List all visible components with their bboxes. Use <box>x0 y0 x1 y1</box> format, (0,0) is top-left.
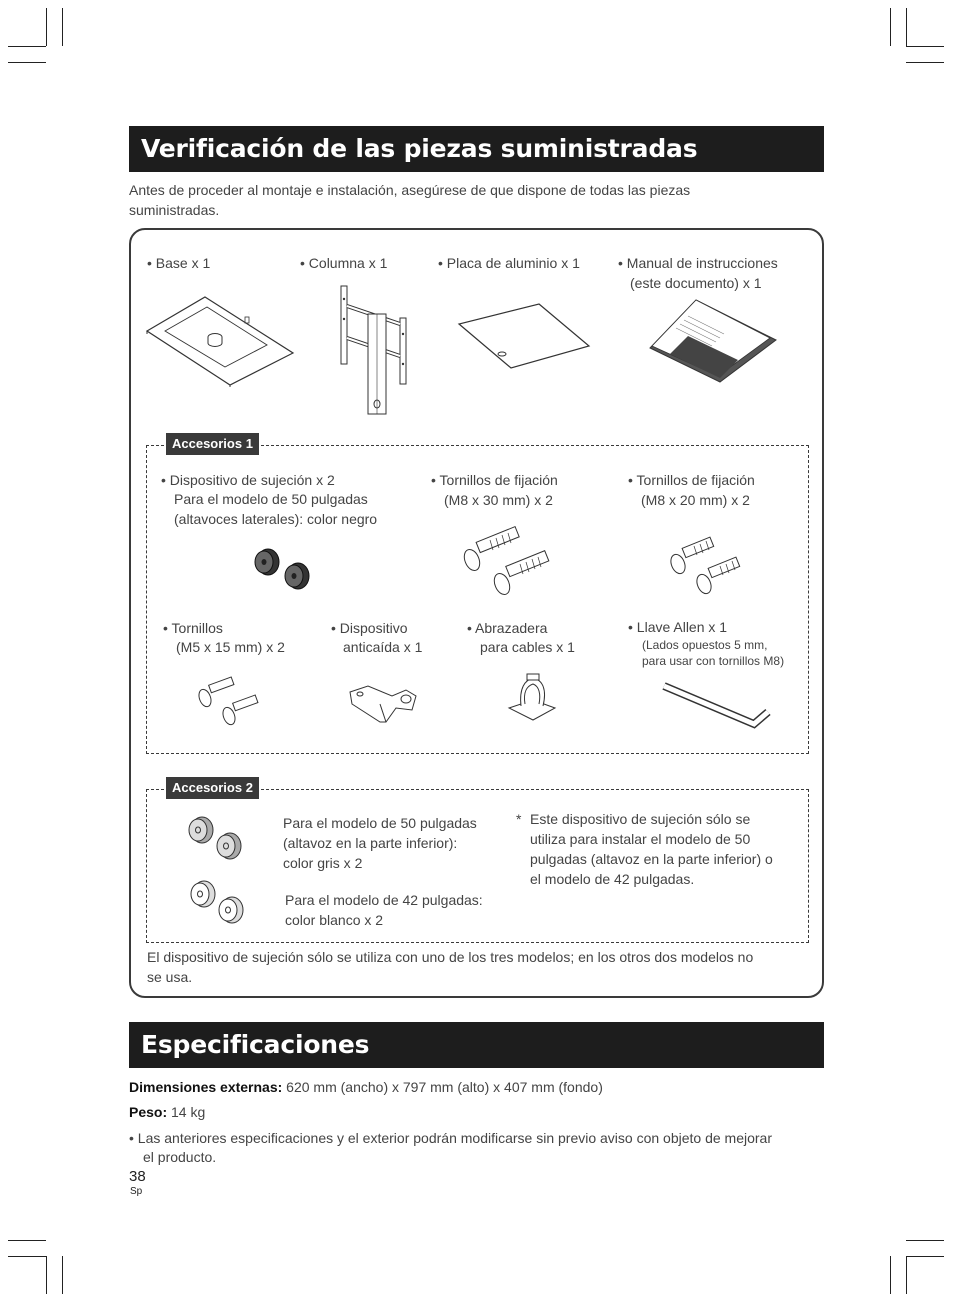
crop-mark <box>46 1256 47 1294</box>
llave-note-1: (Lados opuestos 5 mm, <box>642 638 768 652</box>
llave-label: • Llave Allen x 1 <box>628 619 728 635</box>
tornillos20-size: (M8 x 20 mm) x 2 <box>641 492 750 508</box>
tornillos30-label: • Tornillos de fijación <box>431 472 558 488</box>
anticaida-qty: anticaída x 1 <box>343 639 423 655</box>
spacer-gray-illustration <box>184 814 248 864</box>
blanco-line-1: Para el modelo de 42 pulgadas: <box>285 892 483 908</box>
gris-line-3: color gris x 2 <box>283 855 363 871</box>
crop-mark <box>906 1240 944 1241</box>
part-label-manual-sub: (este documento) x 1 <box>630 275 762 291</box>
crop-mark <box>8 1256 46 1257</box>
crop-mark <box>8 1240 46 1241</box>
note-line-1: Este dispositivo de sujeción sólo se <box>530 811 751 827</box>
crop-mark <box>890 1256 891 1294</box>
tornillos-m5-label: • Tornillos <box>163 620 223 636</box>
llave-note-2: para usar con tornillos M8) <box>642 654 785 668</box>
section-title-verificacion: Verificación de las piezas suministradas <box>129 126 824 172</box>
crop-mark <box>906 1256 944 1257</box>
spacer-black-illustration <box>252 544 318 594</box>
crop-mark <box>890 8 891 46</box>
crop-mark <box>62 8 63 46</box>
accesorios2-label: Accesorios 2 <box>166 777 259 799</box>
footnote-line-2: se usa. <box>147 969 193 985</box>
screws-m5-illustration <box>196 678 266 726</box>
sujecion-model: Para el modelo de 50 pulgadas <box>174 491 368 507</box>
anticaida-label: • Dispositivo <box>331 620 408 636</box>
abrazadera-illustration <box>505 672 559 724</box>
screws-m8x20-illustration <box>668 540 748 596</box>
crop-mark <box>906 8 907 46</box>
tornillos30-size: (M8 x 30 mm) x 2 <box>444 492 553 508</box>
spec-note-line-2: el producto. <box>143 1149 217 1165</box>
part-label-placa: • Placa de aluminio x 1 <box>438 255 580 271</box>
placa-illustration <box>457 302 591 370</box>
footnote-line-1: El dispositivo de sujeción sólo se utiliza con uno de los tres modelos; en los otros dos modelos no <box>147 949 754 965</box>
tornillos-m5-size: (M5 x 15 mm) x 2 <box>176 639 285 655</box>
intro-text: Antes de proceder al montaje e instalación, asegúrese de que dispone de todas las piezas suministradas. <box>129 182 691 218</box>
part-label-base: • Base x 1 <box>147 255 211 271</box>
part-label-columna: • Columna x 1 <box>300 255 388 271</box>
part-label-manual: • Manual de instrucciones <box>618 255 778 271</box>
note-line-3: pulgadas (altavoz en la parte inferior) o <box>530 851 773 867</box>
crop-mark <box>906 46 944 47</box>
spec-peso <box>129 1102 205 1122</box>
gris-line-1: Para el modelo de 50 pulgadas <box>283 815 477 831</box>
page-number: 38 <box>129 1168 146 1185</box>
note-asterisk: * <box>516 811 522 827</box>
note-line-4: el modelo de 42 pulgadas. <box>530 871 695 887</box>
spec-dimensiones-value: 620 mm (ancho) x 797 mm (alto) x 407 mm (fondo) <box>282 1079 603 1095</box>
allen-key-illustration <box>660 682 776 734</box>
spec-peso-value: 14 kg <box>167 1104 206 1120</box>
spec-dimensiones <box>129 1077 603 1097</box>
sujecion-label: • Dispositivo de sujeción x 2 <box>161 472 335 488</box>
spec-dimensiones-label: Dimensiones externas: <box>129 1079 283 1095</box>
base-illustration <box>145 295 295 387</box>
crop-mark <box>906 62 944 63</box>
crop-mark <box>8 62 46 63</box>
spec-note-line-1: • Las anteriores especificaciones y el exterior podrán modificarse sin previo aviso con objeto de mejorar <box>129 1130 773 1146</box>
accesorios1-label: Accesorios 1 <box>166 433 259 455</box>
crop-mark <box>8 46 46 47</box>
screws-m8x30-illustration <box>460 532 556 600</box>
crop-mark <box>906 1256 907 1294</box>
spec-peso-label: Peso: <box>129 1104 168 1120</box>
blanco-line-2: color blanco x 2 <box>285 912 384 928</box>
manual-illustration <box>648 298 778 384</box>
abrazadera-qty: para cables x 1 <box>480 639 575 655</box>
gris-line-2: (altavoz en la parte inferior): <box>283 835 458 851</box>
note-line-2: utiliza para instalar el modelo de 50 <box>530 831 751 847</box>
section-title-especificaciones: Especificaciones <box>129 1022 824 1068</box>
spacer-white-illustration <box>186 878 250 928</box>
crop-mark <box>62 1256 63 1294</box>
columna-illustration <box>338 284 410 416</box>
abrazadera-label: • Abrazadera <box>467 620 548 636</box>
page-language: Sp <box>130 1186 143 1197</box>
tornillos20-label: • Tornillos de fijación <box>628 472 755 488</box>
sujecion-color: (altavoces laterales): color negro <box>174 511 378 527</box>
crop-mark <box>46 8 47 46</box>
anticaida-illustration <box>346 682 418 728</box>
